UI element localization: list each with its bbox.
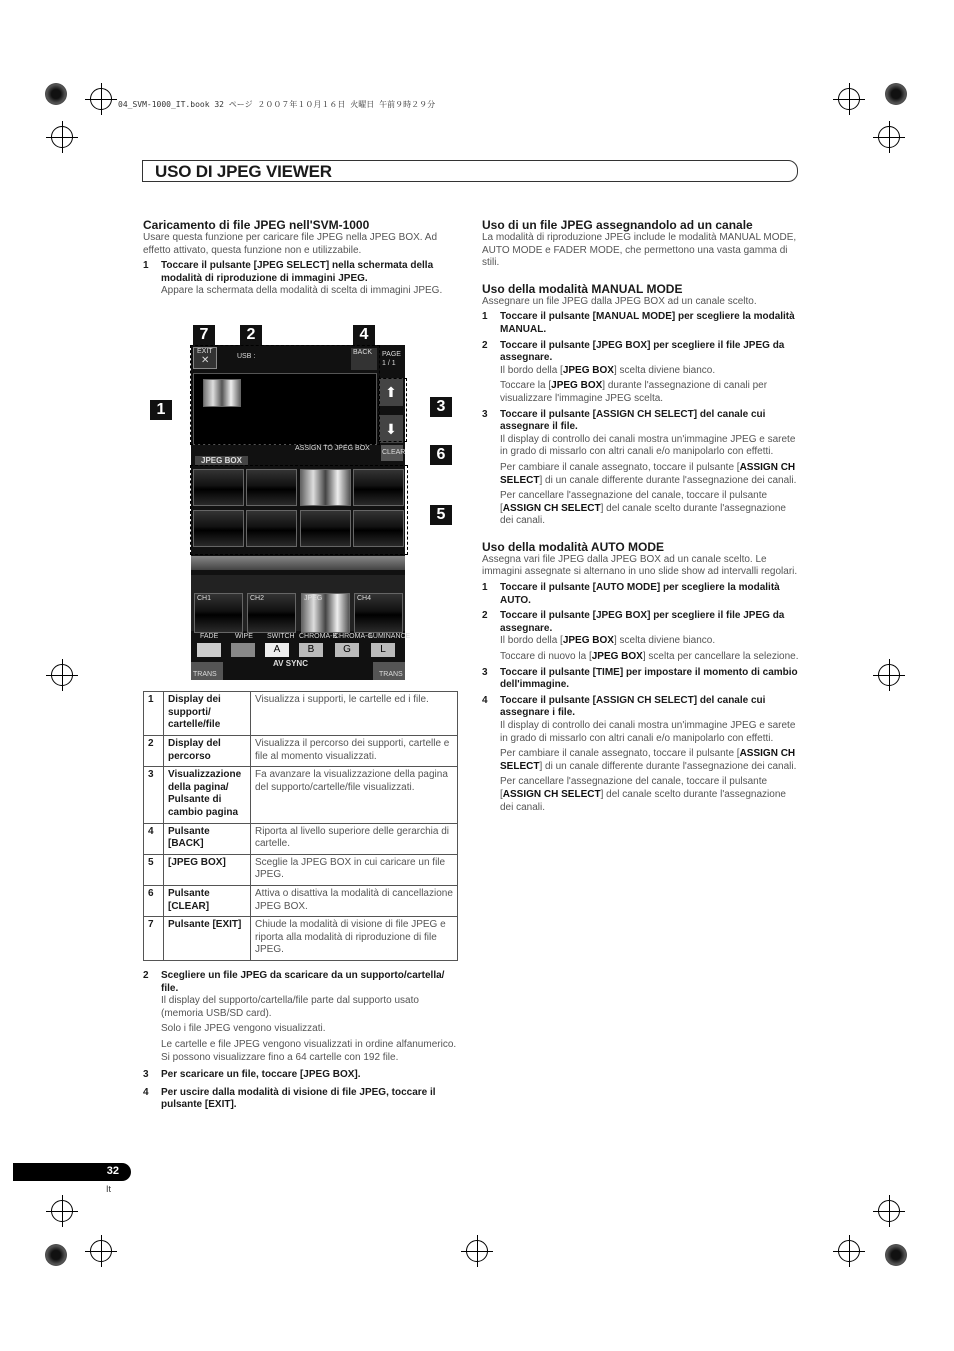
callout-frame-3 [378,378,407,442]
effect-label: CHROMA-B [299,633,338,640]
keyword: ASSIGN CH SELECT [502,788,601,800]
crosshair-icon [466,1240,488,1262]
step-text: Toccare il pulsante [JPEG BOX] per scegliere il file JPEG da assegnare. [500,610,785,634]
left-heading: Caricamento di file JPEG nell'SVM-1000 [143,218,370,232]
section-title: USO DI JPEG VIEWER [155,162,332,181]
effect-button[interactable]: L [371,643,395,657]
trans-label: TRANS [379,671,403,678]
auto-step-4-desc [482,748,800,773]
step-number: 1 [143,260,149,272]
clear-label: CLEAR [382,449,406,456]
callout-5: 5 [430,505,452,525]
manual-step-2-desc [482,365,800,378]
left-step-4 [143,1087,458,1112]
registration-dot-icon [45,1244,67,1266]
auto-heading: Uso della modalità AUTO MODE [482,539,665,554]
auto-step-4-desc: Il display di controllo dei canali mostra un'immagine JPEG e sarete in grado di missarlo con altri canali e/o manipolarlo con effetti. [500,720,796,744]
left-step-2 [143,970,458,995]
auto-step-4 [482,695,800,720]
language-code: It [106,1184,112,1194]
text: ] di un canale differente durante l'assegnazione dei canali. [539,474,797,486]
callout-7: 7 [193,325,215,345]
page-display [381,350,403,372]
row-desc: Chiude la modalità di visione di file JPEG e riporta alla modalità di riproduzione di file JPEG. [251,917,458,961]
effect-button[interactable]: G [335,643,359,657]
row-label: Pulsante [BACK] [164,823,251,854]
registration-dot-icon [45,83,67,105]
text: ] scelta per cancellare la selezione. [642,651,799,663]
left-step-3 [143,1069,458,1082]
row-desc: Visualizza il percorso dei supporti, cartelle e file al momento visualizzati. [251,736,458,767]
left-step-1-desc: Appare la schermata della modalità di scelta di immagini JPEG. [161,285,443,297]
step-number: 4 [143,1086,149,1098]
effect-button[interactable]: B [299,643,323,657]
text: ] del canale scelto durante l'assegnazione dei canali. [500,788,786,813]
row-num: 5 [144,854,164,885]
jpeg-box-label: JPEG BOX [195,456,248,465]
keyword: ASSIGN CH SELECT [502,502,601,514]
assign-label: ASSIGN TO JPEG BOX [295,445,370,452]
channel-preview [247,593,296,633]
step-number: 1 [482,582,488,594]
page-down-button[interactable]: ⬇ [379,415,403,443]
auto-step-2-desc [482,635,800,648]
left-step-2-desc: Il display del supporto/cartella/file parte dal supporto usato (memoria USB/SD card). [161,995,419,1019]
manual-step-3-desc: Il display di controllo dei canali mostra un'immagine JPEG e sarete in grado di missarlo con altri canali e/o manipolarlo con effetti. [500,433,796,458]
left-step-1 [143,260,461,285]
channel-preview [301,593,350,633]
back-label: BACK [353,349,373,356]
effect-button[interactable] [197,643,221,657]
step-number: 2 [482,610,488,622]
row-label: Pulsante [EXIT] [164,917,251,961]
left-steps-bottom [143,970,458,1112]
crosshair-icon [90,1240,112,1262]
trans-button[interactable] [373,662,405,680]
step-text: Toccare il pulsante [ASSIGN CH SELECT] del canale cui assegnare il file. [500,408,766,433]
step-text: Scegliere un file JPEG da scaricare da un supporto/cartella/ file. [161,970,445,994]
manual-step-3-desc [482,462,800,487]
left-step-2-desc: Le cartelle e file JPEG vengono visualizzati in ordine alfanumerico. Si possono visualizzare fino a 64 cartelle con 192 file. [161,1038,457,1063]
text: ] durante l'assegnazione di canali per visualizzare l'immagine JPEG scelta. [500,380,768,404]
effect-label: SWITCH [267,633,295,640]
step-text: Toccare il pulsante [AUTO MODE] per scegliere la modalità AUTO. [500,582,780,606]
channel-label: JPEG [304,595,323,602]
effect-label: WIPE [235,633,253,640]
keyword: JPEG BOX [562,364,614,376]
crosshair-icon [838,88,860,110]
manual-step-2 [482,340,800,365]
assign-ch-row[interactable] [191,556,405,570]
table-row [144,692,458,736]
crosshair-icon [51,664,73,686]
right-heading: Uso di un file JPEG assegnandolo ad un canale [482,218,753,232]
crosshair-icon [878,664,900,686]
section-title-bar [142,160,798,182]
step-text: Toccare il pulsante [TIME] per impostare il momento di cambio dell'immagine. [500,666,798,691]
left-column [143,218,461,298]
row-num: 7 [144,917,164,961]
step-text: Toccare il pulsante [MANUAL MODE] per scegliere la modalità MANUAL. [500,311,795,335]
manual-step-1 [482,311,800,336]
callout-4: 4 [353,325,375,345]
legend-table [143,691,458,961]
close-icon: ✕ [201,355,210,366]
registration-dot-icon [885,83,907,105]
text: Il bordo della [ [500,364,563,376]
text: Per cambiare il canale assegnato, toccare il pulsante [ [500,748,740,760]
row-desc: Visualizza i supporti, le cartelle ed i file. [251,692,458,736]
table-row [144,854,458,885]
text: Toccare la [ [500,380,552,392]
row-desc: Attiva o disattiva la modalità di cancellazione JPEG BOX. [251,885,458,916]
step-text: Toccare il pulsante [ASSIGN CH SELECT] del canale cui assegnare i file. [500,694,766,719]
step-number: 3 [143,1069,149,1081]
table-row [144,823,458,854]
text: ] del canale scelto durante l'assegnazione dei canali. [500,502,786,527]
manual-step-3-desc [482,490,800,528]
crosshair-icon [90,88,112,110]
row-num: 1 [144,692,164,736]
callout-6: 6 [430,445,452,465]
table-row [144,767,458,823]
page-up-button[interactable]: ⬆ [379,378,403,406]
step-text: Toccare il pulsante [JPEG SELECT] nella schermata della modalità di riproduzione di immagini JPEG. [161,260,434,284]
left-intro: Usare questa funzione per caricare file JPEG nella JPEG BOX. Ad effetto attivato, questa funzione non e utilizzabile. [143,232,438,256]
right-column [482,218,800,814]
callout-frame-1 [190,345,380,445]
row-desc: Sceglie la JPEG BOX in cui caricare un file JPEG. [251,854,458,885]
auto-intro: Assegna vari file JPEG dalla JPEG BOX ad un canale scelto. Le immagini assegnate si alternano in uno slide show ad intervalli regolari. [482,553,798,578]
row-desc: Riporta al livello superiore delle gerarchia di cartelle. [251,823,458,854]
manual-intro: Assegnare un file JPEG dalla JPEG BOX ad un canale scelto. [482,295,757,307]
text: Il bordo della [ [500,635,563,647]
step-text: Per uscire dalla modalità di visione di file JPEG, toccare il pulsante [EXIT]. [161,1086,436,1111]
row-label: Display del percorso [164,736,251,767]
keyword: JPEG BOX [591,651,643,663]
left-step-2-desc: Solo i file JPEG vengono visualizzati. [161,1023,326,1035]
text: ] scelta diviene bianco. [613,364,716,376]
running-header: 04_SVM-1000_IT.book 32 ページ ２００７年１０月１６日 火曜日 午前９時２９分 [118,100,436,109]
text: ] scelta diviene bianco. [613,635,716,647]
trans-label: TRANS [193,671,217,678]
manual-step-3 [482,409,800,434]
keyword: ASSIGN CH SELECT [500,461,796,486]
exit-label: EXIT [197,348,213,355]
table-row [144,917,458,961]
keyword: JPEG BOX [551,380,603,392]
crosshair-icon [838,1240,860,1262]
channel-label: CH2 [250,595,265,602]
manual-heading: Uso della modalità MANUAL MODE [482,281,683,296]
row-num: 2 [144,736,164,767]
auto-step-2-desc [482,651,800,664]
auto-step-1 [482,582,800,607]
row-label: [JPEG BOX] [164,854,251,885]
page-label: PAGE [382,351,401,358]
text: Per cancellare l'assegnazione del canale, toccare il pulsante [ [500,776,768,800]
row-label: Display dei supporti/ cartelle/file [164,692,251,736]
effect-button[interactable]: A [265,643,289,657]
text: Toccare di nuovo la [ [500,651,592,663]
page-number-tab [13,1163,131,1181]
trans-button[interactable] [191,662,223,680]
clear-button[interactable] [381,445,406,461]
effect-label: CHROMA-G [334,633,373,640]
step-number: 1 [482,311,488,323]
channel-label: CH4 [357,595,372,602]
step-number: 3 [482,666,488,678]
effect-label: LUMINANCE [369,633,411,640]
row-desc: Fa avanzare la visualizzazione della pagina del supporto/cartelle/file visualizzati. [251,767,458,823]
crosshair-icon [878,126,900,148]
callout-1: 1 [150,400,172,420]
keyword: ASSIGN CH SELECT [500,748,796,772]
row-label: Visualizzazione della pagina/ Pulsante di cambio pagina [164,767,251,823]
text: Per cancellare l'assegnazione del canale, toccare il pulsante [ [500,490,768,514]
callout-2: 2 [240,325,262,345]
step-number: 2 [143,970,149,981]
step-text: Per scaricare un file, toccare [JPEG BOX]. [161,1069,361,1081]
row-label: Pulsante [CLEAR] [164,885,251,916]
auto-step-4-desc [482,776,800,814]
table-row [144,885,458,916]
av-sync-label: AV SYNC [273,659,308,668]
crosshair-icon [51,126,73,148]
usb-path: USB : [237,353,256,360]
step-number: 4 [482,694,488,706]
keyword: JPEG BOX [562,635,614,647]
channel-label: CH1 [197,595,212,602]
auto-step-3 [482,667,800,692]
table-row [144,736,458,767]
channel-preview [354,593,403,633]
row-num: 6 [144,885,164,916]
crosshair-icon [878,1200,900,1222]
right-intro: La modalità di riproduzione JPEG include le modalità MANUAL MODE, AUTO MODE e FADER MODE, che permettono una vasta gamma di stili. [482,232,797,269]
auto-step-2 [482,610,800,635]
effect-button[interactable] [231,643,255,657]
effect-label: FADE [200,633,219,640]
row-num: 3 [144,767,164,823]
page-number: 1 / 1 [382,360,396,367]
step-number: 3 [482,408,488,420]
registration-dot-icon [885,1244,907,1266]
channel-preview [194,593,243,633]
step-text: Toccare il pulsante [JPEG BOX] per scegliere il file JPEG da assegnare. [500,339,785,364]
manual-step-2-desc [482,380,800,405]
callout-frame-5 [190,465,408,555]
callout-3: 3 [430,397,452,417]
text: ] di un canale differente durante l'assegnazione dei canali. [539,760,797,772]
crosshair-icon [51,1200,73,1222]
row-num: 4 [144,823,164,854]
legend-table-wrap [143,691,458,961]
text: Per cambiare il canale assegnato, toccare il pulsante [ [500,461,740,473]
step-number: 2 [482,339,488,351]
page-number: 32 [106,1165,119,1177]
